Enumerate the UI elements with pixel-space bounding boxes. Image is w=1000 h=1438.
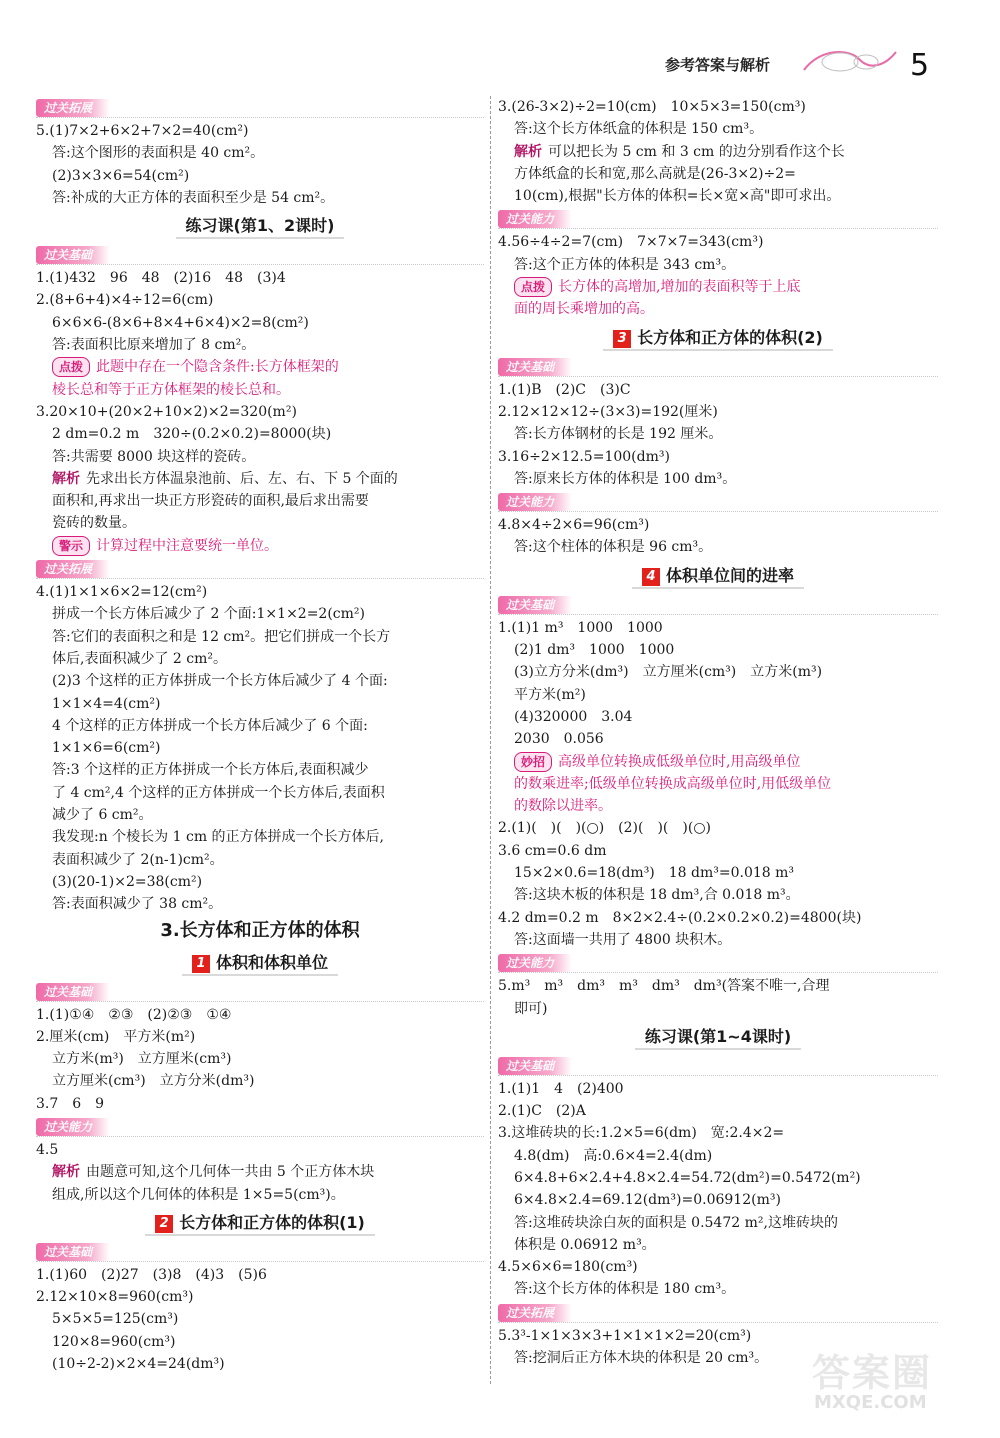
section-tag: 过关拓展 (36, 97, 484, 119)
analysis-line: 解析 可以把长为 5 cm 和 3 cm 的边分别看作这个长 (514, 143, 845, 160)
answer-line: 3.6 cm=0.6 dm (498, 842, 607, 859)
answer-line: 2.(1)C (2)A (498, 1103, 586, 1120)
answer-line: 答:表面积比原来增加了 8 cm²。 (52, 337, 256, 354)
answer-line: 4.(1)1×1×6×2=12(cm²) (36, 584, 208, 601)
left-column (36, 96, 484, 1375)
answer-line: 答:长方体钢材的长是 192 厘米。 (514, 426, 723, 443)
answer-line: 答:这堆砖块涂白灰的面积是 0.5472 m²,这堆砖块的 (514, 1214, 838, 1231)
header-title: 参考答案与解析 (665, 56, 771, 74)
answer-line: 5.m³ m³ dm³ m³ dm³ dm³(答案不唯一,合理 (498, 978, 830, 995)
answer-line: 1×1×4=4(cm²) (52, 695, 161, 712)
tip-label: 点拨 (52, 357, 90, 377)
tip-note: 的数乘进率;低级单位转换成高级单位时,用低级单位 (514, 775, 832, 792)
section-tag: 过关拓展 (498, 1302, 938, 1324)
section-tag: 过关基础 (36, 244, 484, 266)
answer-line: 5.(1)7×2+6×2+7×2=40(cm²) (36, 123, 249, 139)
answer-line: 立方米(m³) 立方厘米(cm³) (52, 1051, 232, 1068)
answer-line: 3.20×10+(20×2+10×2)×2=320(m²) (36, 403, 297, 420)
answer-line: 2.12×12×12÷(3×3)=192(厘米) (498, 403, 718, 420)
answer-line: (4)320000 3.04 (514, 708, 633, 725)
tip-note: 点拨 长方体的高增加,增加的表面积等于上底 (498, 276, 938, 298)
watermark-url: MXQE.COM (814, 1392, 927, 1413)
section-tag: 过关基础 (498, 1055, 938, 1077)
section-tag: 过关能力 (36, 1116, 484, 1138)
section-title: 练习课(第1、2课时) (36, 209, 484, 243)
answer-line: 我发现:n 个棱长为 1 cm 的正方体拼成一个长方体后, (52, 829, 385, 846)
answer-line: 4.2 dm=0.2 m 8×2×2.4÷(0.2×0.2×0.2)=4800(块) (498, 909, 862, 926)
answer-line: 4.8×4÷2×6=96(cm³) (498, 517, 650, 534)
section-tag: 过关拓展 (36, 558, 484, 580)
answer-line: 了 4 cm²,4 个这样的正方体拼成一个长方体后,表面积 (52, 784, 385, 801)
answer-line: 5×5×5=125(cm³) (52, 1311, 179, 1328)
answer-line: (2)3 个这样的正方体拼成一个长方体后减少了 4 个面: (52, 673, 388, 690)
section-title: 练习课(第1~4课时) (498, 1020, 938, 1054)
watermark-logo: 答案圈 (812, 1351, 933, 1395)
right-column (498, 96, 938, 1369)
answer-line: 答:这个长方体纸盒的体积是 150 cm³。 (514, 121, 764, 138)
tip-note: 的数除以进率。 (514, 798, 612, 815)
section-number: 4 (642, 568, 660, 586)
answer-line: 4.5×6×6=180(cm³) (498, 1259, 638, 1276)
answer-line: 6×6×6-(8×6+8×4+6×4)×2=8(cm²) (52, 314, 309, 331)
answer-line: 4 个这样的正方体拼成一个长方体后减少了 6 个面: (52, 717, 368, 734)
answer-line: 3.这堆砖块的长:1.2×5=6(dm) 宽:2.4×2= (498, 1125, 785, 1142)
answer-line: 3.16÷2×12.5=100(dm³) (498, 448, 670, 465)
analysis-line: 方体纸盒的长和宽,那么高就是(26-3×2)÷2= (514, 165, 796, 182)
section-tag: 过关能力 (498, 208, 938, 230)
answer-line: 体积是 0.06912 m³。 (514, 1236, 656, 1253)
tip-note: 点拨 此题中存在一个隐含条件:长方体框架的 (36, 356, 484, 378)
answer-line: 1.(1)432 96 48 (2)16 48 (3)4 (36, 270, 286, 287)
section-tag: 过关基础 (36, 1241, 484, 1263)
answer-line: 15×2×0.6=18(dm³) 18 dm³=0.018 m³ (514, 865, 795, 882)
miaozhao-label: 妙招 (514, 752, 552, 772)
answer-line: (3)(20-1)×2=38(cm²) (52, 873, 203, 890)
section-title: 1 体积和体积单位 (36, 946, 484, 980)
section-tag: 过关基础 (36, 981, 484, 1003)
analysis-label: 解析 (514, 143, 542, 160)
answer-line: 平方米(m²) (514, 686, 586, 703)
answer-line: 120×8=960(cm³) (52, 1333, 176, 1350)
answer-line: 3.(26-3×2)÷2=10(cm) 10×5×3=150(cm³) (498, 99, 806, 115)
answer-line: 体后,表面积减少了 2 cm²。 (52, 650, 227, 667)
tip-label: 点拨 (514, 277, 552, 297)
answer-line: 1.(1)60 (2)27 (3)8 (4)3 (5)6 (36, 1266, 267, 1283)
section-title: 4 体积单位间的进率 (498, 559, 938, 593)
answer-line: 答:这个正方体的体积是 343 cm³。 (514, 256, 736, 273)
analysis-line: 组成,所以这个几何体的体积是 1×5=5(cm³)。 (52, 1186, 345, 1203)
analysis-label: 解析 (52, 470, 80, 487)
section-title: 2 长方体和正方体的体积(1) (36, 1206, 484, 1240)
answer-line: 1.(1)①④ ②③ (2)②③ ①④ (36, 1006, 232, 1023)
answer-line: (2)3×3×6=54(cm²) (52, 167, 190, 184)
section-tag: 过关能力 (498, 491, 938, 513)
section-tag: 过关基础 (498, 594, 938, 616)
answer-line: 3.7 6 9 (36, 1095, 105, 1112)
answer-line: 答:表面积减少了 38 cm²。 (52, 896, 223, 913)
tip-note: 棱长总和等于正方体框架的棱长总和。 (52, 381, 290, 398)
section-title: 3 长方体和正方体的体积(2) (498, 321, 938, 355)
answer-line: 拼成一个长方体后减少了 2 个面:1×1×2=2(cm²) (52, 606, 365, 623)
analysis-line: 解析 由题意可知,这个几何体一共由 5 个正方体木块 (52, 1164, 375, 1181)
answer-line: 答:这块木板的体积是 18 dm³,合 0.018 m³。 (514, 887, 800, 904)
tip-note: 妙招 高级单位转换成低级单位时,用高级单位 (498, 751, 938, 773)
answer-line: (2)1 dm³ 1000 1000 (514, 642, 675, 659)
answer-line: 2.厘米(cm) 平方米(m²) (36, 1028, 196, 1045)
answer-line: 6×4.8×2.4=69.12(dm³)=0.06912(m³) (514, 1192, 781, 1209)
answer-line: 表面积减少了 2(n-1)cm²。 (52, 851, 224, 868)
answer-line: 答:这个柱体的体积是 96 cm³。 (514, 539, 713, 556)
answer-line: 1.(1)B (2)C (3)C (498, 381, 631, 398)
answer-line: 4.56÷4÷2=7(cm) 7×7×7=343(cm³) (498, 234, 764, 251)
page-number: 5 (910, 48, 930, 83)
analysis-line: 解析 先求出长方体温泉池前、后、左、右、下 5 个面的 (52, 470, 398, 487)
answer-line: 2 dm=0.2 m 320÷(0.2×0.2)=8000(块) (52, 426, 332, 443)
answer-line: 答:补成的大正方体的表面积至少是 54 cm²。 (52, 189, 335, 206)
answer-line: 2.(1)( )( )(○) (2)( )( )(○) (498, 820, 711, 837)
analysis-line: 10(cm),根据"长方体的体积=长×宽×高"即可求出。 (514, 188, 841, 205)
header-decoration-icon (800, 40, 900, 80)
answer-line: 答:这个图形的表面积是 40 cm²。 (52, 145, 265, 162)
tip-note: 面的周长乘增加的高。 (514, 301, 654, 318)
answer-line: 1.(1)1 m³ 1000 1000 (498, 619, 663, 636)
answer-line: 答:共需要 8000 块这样的瓷砖。 (52, 448, 256, 465)
answer-line: 6×4.8+6×2.4+4.8×2.4=54.72(dm²)=0.5472(m²) (514, 1169, 861, 1186)
answer-line: 2.(8+6+4)×4÷12=6(cm) (36, 292, 214, 309)
answer-line: (3)立方分米(dm³) 立方厘米(cm³) 立方米(m³) (514, 664, 823, 681)
answer-line: 减少了 6 cm²。 (52, 807, 153, 824)
answer-line: 4.5 (36, 1141, 59, 1158)
answer-line: 1×1×6=6(cm²) (52, 740, 161, 757)
chapter-title: 3.长方体和正方体的体积 (160, 919, 360, 941)
answer-line: 答:3 个这样的正方体拼成一个长方体后,表面积减少 (52, 762, 369, 779)
answer-line: 2030 0.056 (514, 731, 604, 748)
warning-label: 警示 (52, 536, 90, 556)
section-number: 2 (155, 1215, 173, 1233)
analysis-label: 解析 (52, 1164, 80, 1181)
answer-line: 1.(1)1 4 (2)400 (498, 1080, 624, 1097)
answer-line: 答:原来长方体的体积是 100 dm³。 (514, 470, 737, 487)
answer-line: 2.12×10×8=960(cm³) (36, 1289, 194, 1306)
answer-line: 5.3³-1×1×3×3+1×1×1×2=20(cm³) (498, 1327, 752, 1344)
section-tag: 过关基础 (498, 356, 938, 378)
warning-note: 警示 计算过程中注意要统一单位。 (36, 535, 484, 557)
answer-line: 4.8(dm) 高:0.6×4=2.4(dm) (514, 1147, 713, 1164)
section-number: 1 (192, 955, 210, 973)
answer-line: 立方厘米(cm³) 立方分米(dm³) (52, 1073, 255, 1090)
column-divider (490, 96, 491, 1384)
answer-line: (10÷2-2)×2×4=24(dm³) (52, 1356, 225, 1373)
section-number: 3 (613, 330, 631, 348)
answer-line: 答:这面墙一共用了 4800 块积木。 (514, 931, 732, 948)
answer-line: 答:挖洞后正方体木块的体积是 20 cm³。 (514, 1350, 769, 1367)
answer-line: 答:它们的表面积之和是 12 cm²。把它们拼成一个长方 (52, 628, 391, 645)
analysis-line: 瓷砖的数量。 (52, 515, 136, 532)
answer-line: 即可) (514, 1000, 548, 1017)
section-tag: 过关能力 (498, 952, 938, 974)
answer-line: 答:这个长方体的体积是 180 cm³。 (514, 1281, 736, 1298)
analysis-line: 面积和,再求出一块正方形瓷砖的面积,最后求出需要 (52, 493, 369, 510)
